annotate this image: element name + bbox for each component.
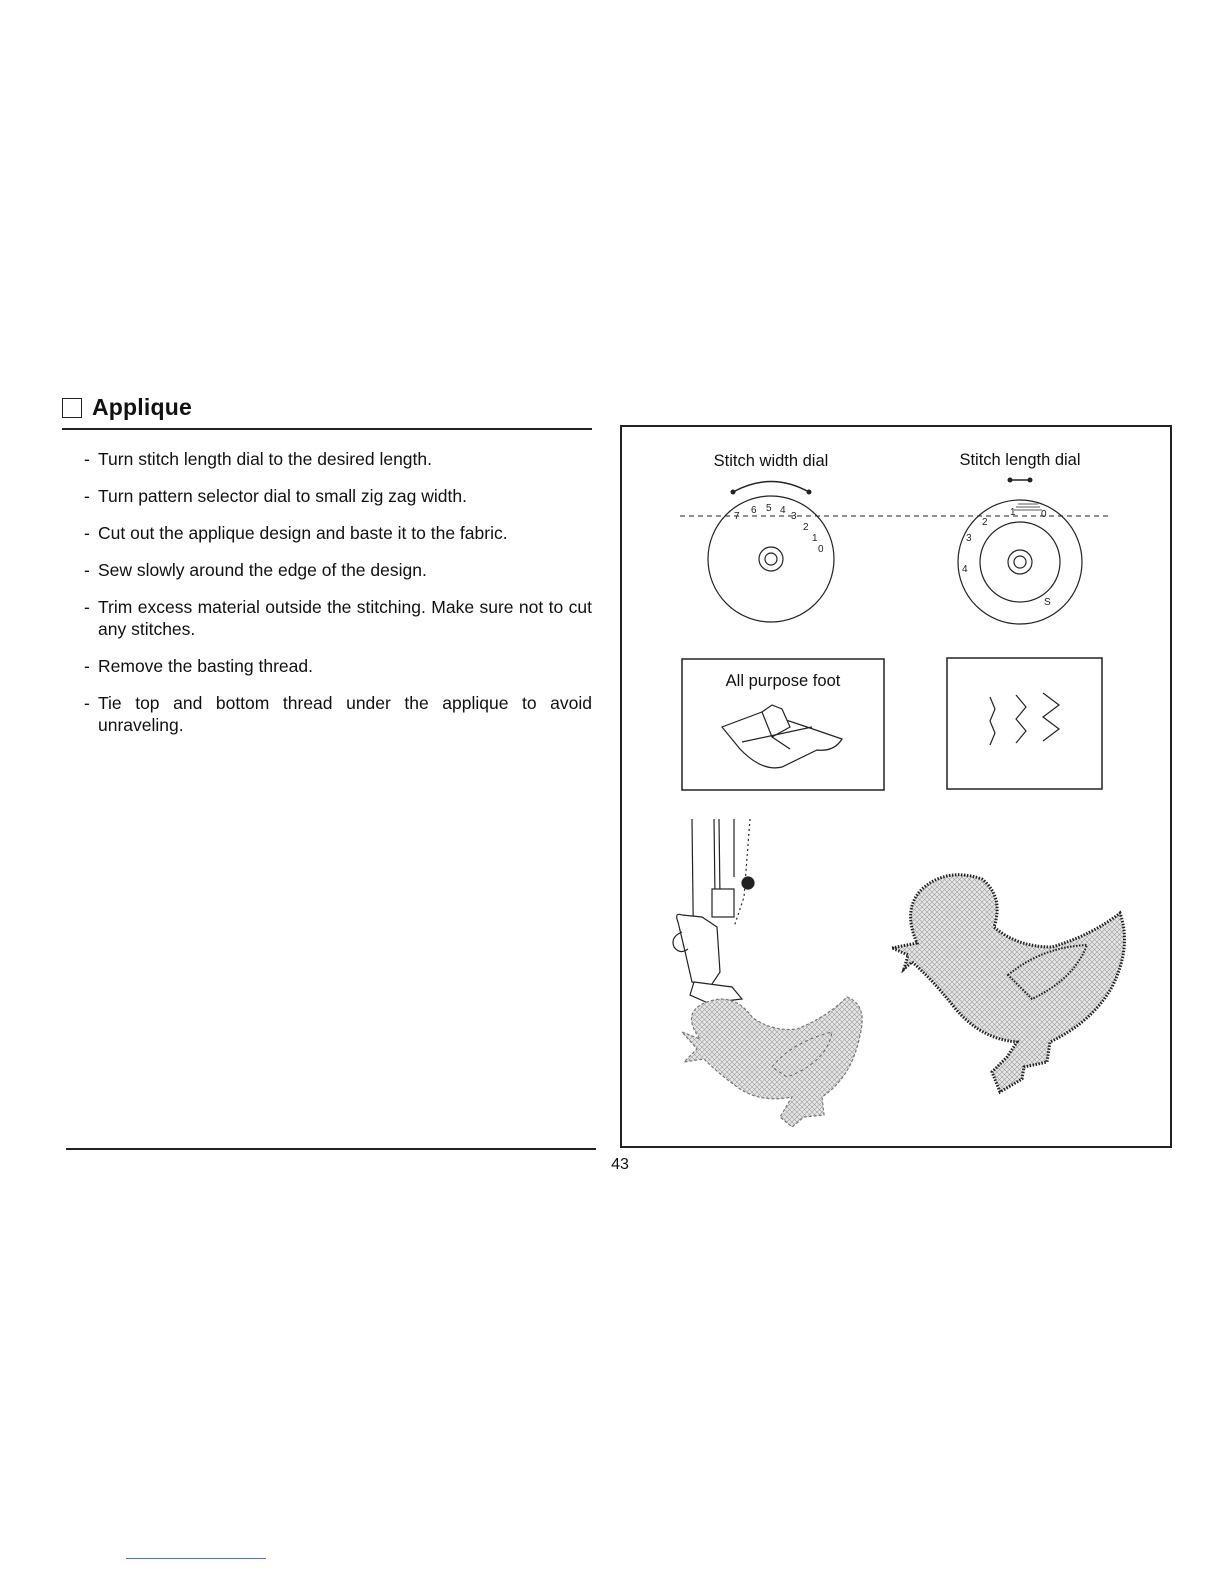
instruction-item: - Tie top and bottom thread under the applique to avoid unraveling. — [84, 692, 592, 736]
width-range-arc — [733, 482, 809, 493]
stitch-width-label: Stitch width dial — [713, 452, 829, 470]
dial-number: 6 — [751, 505, 757, 516]
checkbox-icon — [62, 398, 82, 418]
instruction-item: - Cut out the applique design and baste it to the fabric. — [84, 522, 592, 544]
footer-rule — [66, 1148, 596, 1150]
all-purpose-foot-box — [682, 659, 884, 790]
chick-applique-small — [682, 997, 862, 1127]
dial-number: 0 — [1041, 509, 1047, 520]
page-number: 43 — [611, 1156, 629, 1173]
dial-number: 4 — [962, 564, 968, 575]
stitch-length-label: Stitch length dial — [959, 451, 1081, 469]
stitch-length-dial — [958, 478, 1082, 625]
illustration-svg — [622, 427, 1174, 1150]
dial-number: 4 — [780, 505, 786, 516]
chick-applique-finished — [892, 875, 1125, 1092]
dial-number: 5 — [766, 503, 772, 514]
dial-number: S — [1044, 597, 1051, 608]
dial-number: 3 — [791, 511, 797, 522]
dial-number: 7 — [734, 511, 740, 522]
stitch-width-dial — [708, 482, 834, 623]
instruction-list — [84, 448, 592, 751]
dial-number: 0 — [818, 544, 824, 555]
dial-number: 2 — [803, 522, 809, 533]
dial-number: 1 — [1010, 507, 1016, 518]
instruction-item: - Sew slowly around the edge of the design. — [84, 559, 592, 581]
zigzag-stitch-box — [947, 658, 1102, 789]
instruction-item: - Turn pattern selector dial to small zig zag width. — [84, 485, 592, 507]
instruction-item: - Turn stitch length dial to the desired length. — [84, 448, 592, 470]
dial-number: 2 — [982, 517, 988, 528]
instruction-item: - Trim excess material outside the stitching. Make sure not to cut any stitches. — [84, 596, 592, 640]
footer-underline — [126, 1558, 266, 1559]
instruction-item: - Remove the basting thread. — [84, 655, 592, 677]
section-title: Applique — [92, 394, 192, 420]
foot-label: All purpose foot — [725, 672, 841, 690]
dial-number: 1 — [812, 533, 818, 544]
illustration-panel — [620, 425, 1172, 1148]
heading-rule — [62, 428, 592, 430]
section-heading — [62, 394, 192, 421]
dial-number: 3 — [966, 533, 972, 544]
needle-assembly-illustration — [673, 819, 754, 1003]
